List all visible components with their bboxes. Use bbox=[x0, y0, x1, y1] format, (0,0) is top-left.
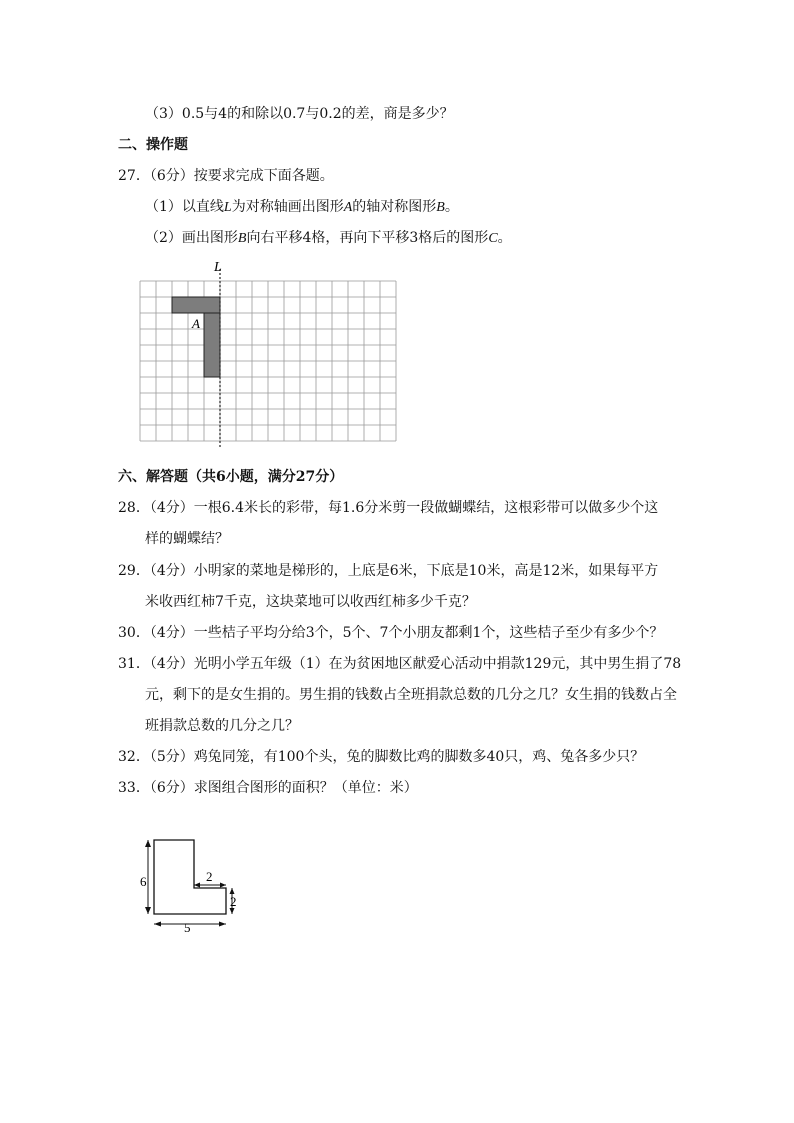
dim-base-arrow-right bbox=[219, 922, 226, 927]
q27-part1-text3: 的轴对称图形 bbox=[352, 199, 437, 215]
q27-part2-text: （2）画出图形 bbox=[145, 230, 238, 246]
section2-heading: 二、操作题 bbox=[118, 137, 188, 153]
q28-line2: 样的蝴蝶结？ bbox=[145, 531, 229, 547]
q27-part1 bbox=[145, 198, 459, 217]
dim-height-label: 6 bbox=[140, 874, 147, 889]
l-shape-outline bbox=[154, 840, 226, 914]
q28-line1: 28．（4分）一根6.4米长的彩带，每1.6分米剪一段做蝴蝶结，这根彩带可以做多少个这 bbox=[118, 500, 659, 516]
shape-a-vertical-bar bbox=[204, 313, 220, 377]
q26-part3: （3）0.5与4的和除以0.7与0.2的差，商是多少？ bbox=[145, 106, 454, 122]
q29-line1: 29．（4分）小明家的菜地是梯形的，上底是6米，下底是10米，高是12米，如果每平方 bbox=[118, 563, 659, 579]
q27-part1-end: 。 bbox=[444, 199, 459, 215]
q27-part2-text2: 向右平移4格，再向下平移3格后的图形 bbox=[246, 230, 489, 246]
q33-line1: 33．（6分）求图组合图形的面积？（单位：米） bbox=[118, 780, 418, 796]
dim-step-width-arrow-right bbox=[220, 883, 226, 888]
dim-step-width-label: 2 bbox=[206, 869, 213, 884]
q27-part1-var-b: B bbox=[436, 200, 445, 215]
shape-a-top-bar bbox=[172, 297, 220, 313]
dim-base-label: 5 bbox=[184, 920, 191, 934]
q31-line3: 班捐款总数的几分之几？ bbox=[145, 718, 299, 734]
q27-part1-text2: 为对称轴画出图形 bbox=[231, 199, 344, 215]
axis-label-l: L bbox=[214, 260, 222, 275]
q27-part2-var-b: B bbox=[237, 231, 247, 246]
q27-part1-text: （1）以直线 bbox=[145, 199, 224, 215]
q29-line2: 米收西红柿7千克，这块菜地可以收西红柿多少千克？ bbox=[145, 594, 476, 610]
q27-part1-var-l: L bbox=[223, 200, 232, 215]
q27-part1-var-a: A bbox=[343, 200, 353, 215]
q27-part2-var-c: C bbox=[488, 231, 498, 246]
q31-line1: 31．（4分）光明小学五年级（1）在为贫困地区献爱心活动中捐款129元，其中男生捐了78 bbox=[118, 656, 682, 672]
section6-heading: 六、解答题（共6小题，满分27分） bbox=[118, 469, 344, 485]
dim-step-height-label: 2 bbox=[230, 894, 237, 909]
q33-shape-figure bbox=[134, 834, 244, 934]
q32-line1: 32．（5分）鸡兔同笼，有100个头，兔的脚数比鸡的脚数多40只，鸡、兔各多少只？ bbox=[118, 749, 645, 765]
q30-line1: 30．（4分）一些桔子平均分给3个，5个、7个小朋友都剩1个，这些桔子至少有多少个？ bbox=[118, 625, 664, 641]
shape-a bbox=[172, 297, 220, 377]
q31-line2: 元，剩下的是女生捐的。男生捐的钱数占全班捐款总数的几分之几？女生捐的钱数占全 bbox=[145, 687, 677, 703]
dim-height-arrow-bottom bbox=[145, 907, 151, 914]
q27-part2-end: 。 bbox=[497, 230, 512, 246]
q27-stem: 27．（6分）按要求完成下面各题。 bbox=[118, 168, 334, 184]
q27-grid-figure bbox=[135, 255, 397, 450]
dim-height-arrow-top bbox=[145, 840, 151, 847]
shape-label-a: A bbox=[192, 316, 200, 331]
dim-base-arrow-left bbox=[154, 922, 161, 927]
q27-part2 bbox=[145, 229, 512, 248]
dim-step-width-arrow-left bbox=[194, 883, 200, 888]
